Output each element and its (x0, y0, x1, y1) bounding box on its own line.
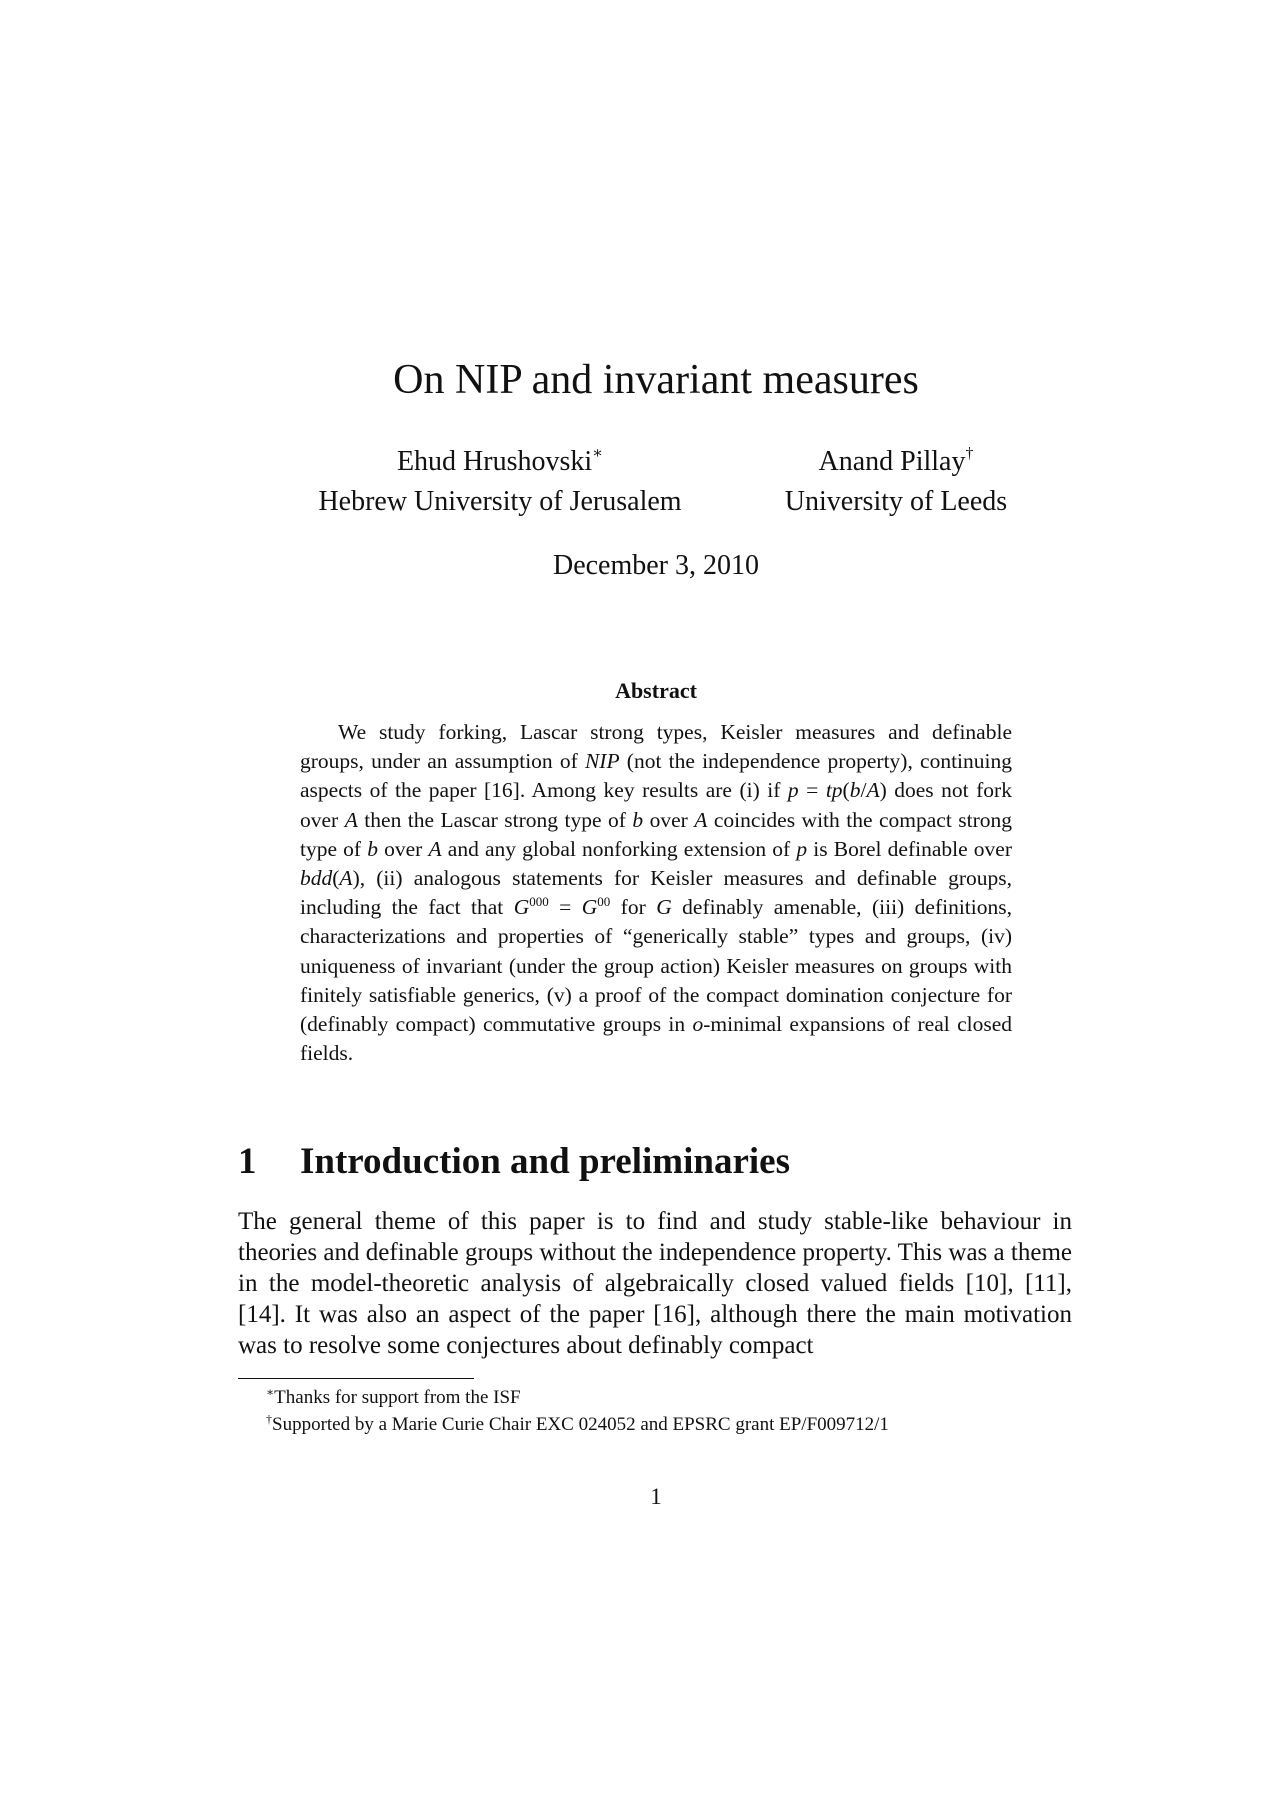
footnote-text: Supported by a Marie Curie Chair EXC 024052 and EPSRC grant EP/F009712/1 (272, 1414, 889, 1435)
footnote-rule (238, 1378, 474, 1379)
page-number: 1 (650, 1484, 662, 1509)
section-body: The general theme of this paper is to find and study stable-like behaviour in theories and definable groups without the independence property. This was a theme in the model-theoretic analysis of algebraically closed valued fields [10], [11], [14]. It was also an aspect of the paper [16], although there the main motivation was to resolve some conjectures about definably compact (238, 1208, 1072, 1359)
section-title: Introduction and preliminaries (300, 1141, 790, 1182)
section-heading (238, 1140, 790, 1183)
author-name-text: Ehud Hrushovski (396, 446, 593, 477)
footnote-item (266, 1384, 1086, 1411)
author-name (280, 446, 720, 486)
footnote-text: Thanks for support from the ISF (274, 1387, 521, 1408)
section-number: 1 (238, 1141, 257, 1182)
abstract-heading: Abstract (615, 678, 697, 703)
footnote-mark: † (266, 1412, 272, 1426)
footnote-mark: ∗ (266, 1385, 275, 1399)
paper-date: December 3, 2010 (552, 550, 760, 581)
author-block-pillay (756, 446, 1036, 518)
footnotes (266, 1384, 1086, 1438)
author-block-hrushovski (280, 446, 720, 518)
abstract-body: We study forking, Lascar strong types, Keisler measures and definable groups, under an assumption of NIP (not the independence property), continuing aspects of the paper [16]. Among key results are (i) if p = tp(b/A) does not fork over A then the Lascar strong type of b over A coincides with the compact strong type of b over A and any global nonforking extension of p is Borel definable over bdd(A), (ii) analogous statements for Keisler measures and definable groups, including the fact that $G^{000} = G^{00}$ for G definably amenable, (iii) definitions, characterizations and properties of “generically stable” types and groups, (iv) uniqueness of invariant (under the group action) Keisler measures on groups with finitely satisfiable generics, (v) a proof of the compact domination conjecture for (definably compact) commutative groups in o-minimal expansions of real closed fields. (300, 720, 1013, 1066)
footnote-mark: ∗ (592, 445, 604, 462)
author-affiliation: Hebrew University of Jerusalem (318, 486, 682, 517)
footnote-mark: † (965, 445, 974, 462)
author-name-text: Anand Pillay (818, 446, 966, 477)
author-affiliation: University of Leeds (784, 486, 1008, 517)
author-name (756, 446, 1036, 486)
paper-title: On NIP and invariant measures (393, 357, 919, 403)
footnote-item (266, 1411, 1086, 1438)
